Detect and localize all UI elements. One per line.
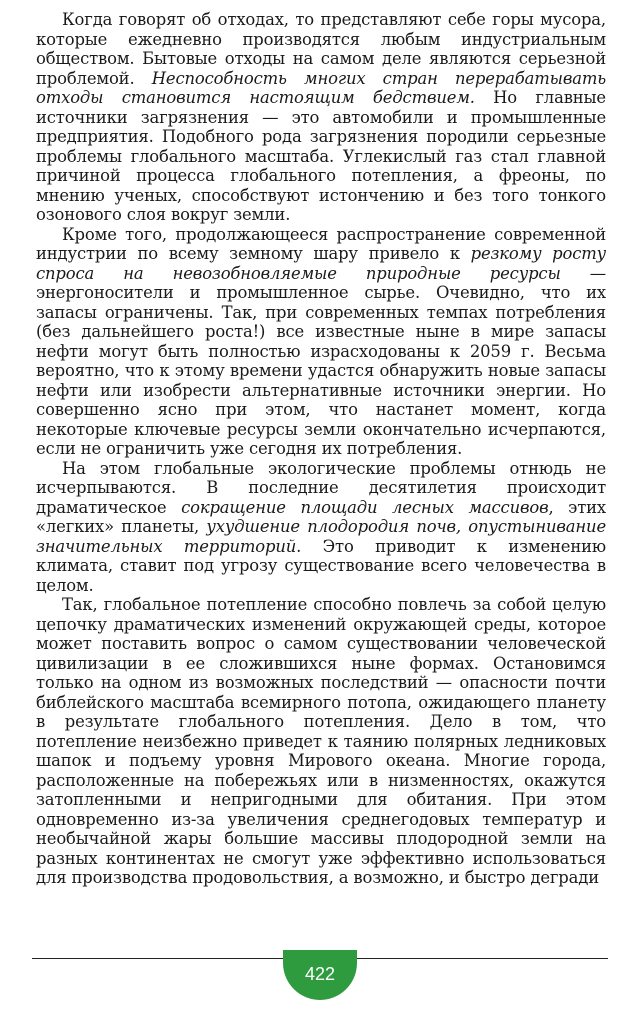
paragraph bbox=[36, 225, 606, 459]
page-number-badge bbox=[283, 950, 357, 1000]
text-run: Так, глобальное потепление способно повлечь за собой целую цепочку драматических изменений окружающей среды, которое может поставить вопрос о самом существовании человеческой цивилизации в ее сложившихся ныне формах. Остановимся только на одном из возможных последствий — опасности почти библейского масштаба всемирного потопа, ожидающего планету в результате глобального потепления. Дело в том, что потепление неизбежно приведет к таянию полярных ледниковых шапок и подъему уровня Мирового океана. Многие города, расположенные на побережьях или в низменностях, окажутся затопленными и непригодными для обитания. При этом одновременно из-за увеличения среднегодовых температур и необычайной жары большие массивы плодородной земли на разных континентах не смогут уже эффективно использоваться для производства продовольствия, а возможно, и быстро дегради bbox=[36, 595, 606, 887]
emphasized-text: резкому росту спроса на невозобновляемые природные ресурсы bbox=[36, 244, 606, 283]
text-run: Кроме того, продолжающееся распространение современной индустрии по всему земному шару привело к bbox=[36, 224, 606, 263]
emphasized-text: сокращение площади лесных массивов bbox=[181, 497, 549, 517]
page-body-text bbox=[36, 10, 606, 888]
paragraph bbox=[36, 459, 606, 596]
text-run: — энергоносители и промышленное сырье. Очевидно, что их запасы ограничены. Так, при современных темпах потребления (без дальнейшего роста!) все известные ныне в мире запасы нефти могут быть полностью израсходованы к 2059 г. Весьма вероятно, что к этому времени удастся обнаружить новые запасы нефти или изобрести альтернативные источники энергии. Но совершенно ясно при этом, что настанет момент, когда некоторые ключевые ресурсы земли окончательно исчерпаются, если не ограничить уже сегодня их потребления. bbox=[36, 263, 606, 458]
text-run: Когда говорят об отходах, то представляют себе горы мусора, которые ежедневно производятся любым индустриальным обществом. Бытовые отходы на самом деле являются серьезной проблемой. bbox=[36, 10, 606, 88]
text-run: . Это приводит к изменению климата, ставит под угрозу существование всего человечества в целом. bbox=[36, 536, 607, 595]
text-run: Но главные источники загрязнения — это автомобили и промышленные предприятия. Подобного рода загрязнения породили серьезные проблемы глобального масштаба. Углекислый газ стал главной причиной процесса глобального потепления, а фреоны, по мнению ученых, способствуют истончению и без того тонкого озонового слоя вокруг земли. bbox=[36, 88, 606, 224]
emphasized-text: ухудшение плодородия почв, опустынивание значительных территорий bbox=[36, 517, 607, 556]
text-run: , этих «легких» планеты, bbox=[36, 497, 606, 536]
text-run: На этом глобальные экологические проблемы отнюдь не исчерпываются. В последние десятилетия происходит драматическое bbox=[36, 458, 606, 517]
emphasized-text: Неспособность многих стран перерабатывать отходы становится настоящим бедствием. bbox=[36, 68, 607, 107]
paragraph bbox=[36, 595, 606, 888]
paragraph bbox=[36, 10, 606, 225]
page-number: 422 bbox=[304, 964, 336, 984]
